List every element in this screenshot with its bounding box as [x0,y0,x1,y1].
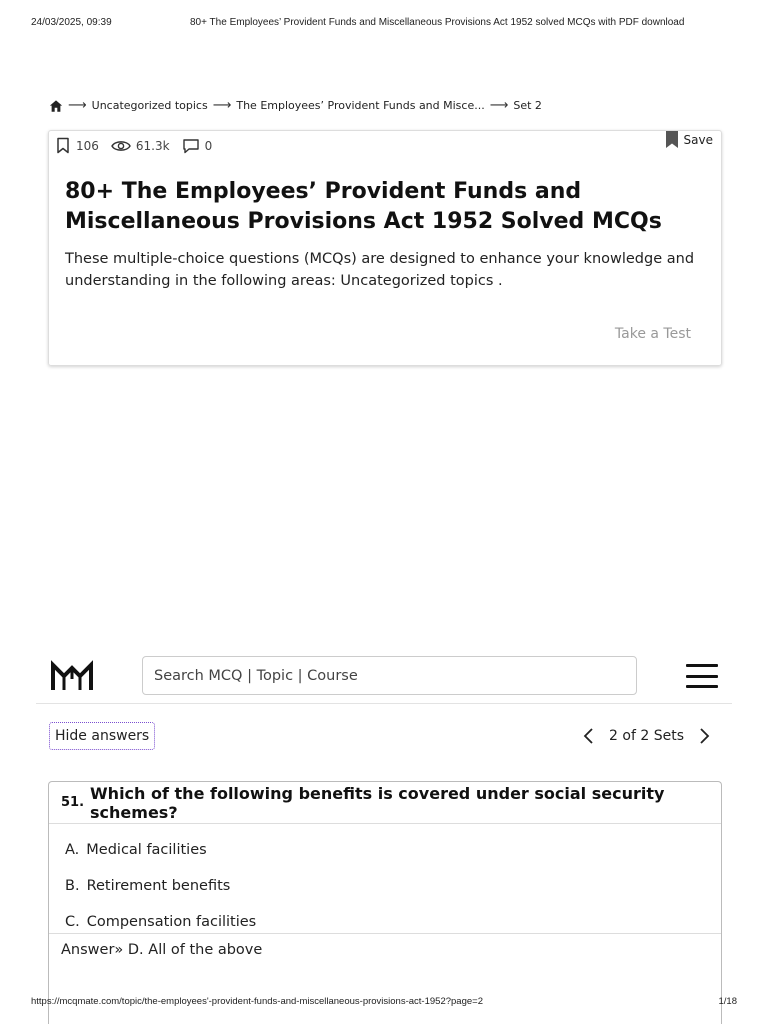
mcqmate-logo[interactable] [50,659,94,693]
breadcrumb-separator: ⟶ [489,98,509,113]
print-doc-title: 80+ The Employees’ Provident Funds and Miscellaneous Provisions Act 1952 solved MCQs with PDF download [190,17,685,28]
print-url: https://mcqmate.com/topic/the-employees'-provident-funds-and-miscellaneous-provisions-act-1952?page=2 [31,996,483,1007]
bookmark-icon [55,137,71,154]
comment-icon [182,138,200,154]
hamburger-menu-icon[interactable] [686,664,718,688]
save-label: Save [683,133,713,147]
topic-card [48,130,722,366]
menu-bar [686,685,718,688]
bookmark-count [55,137,99,154]
page-title: 80+ The Employees’ Provident Funds and Miscellaneous Provisions Act 1952 Solved MCQs [65,179,662,234]
breadcrumb-separator: ⟶ [68,98,87,113]
topic-stats [55,137,224,154]
question-card [48,781,722,1024]
chevron-right-icon[interactable] [694,725,716,747]
breadcrumb-item-topic[interactable]: The Employees’ Provident Funds and Misce... [236,99,485,112]
take-test-button[interactable]: Take a Test [614,326,691,342]
hide-answers-button[interactable]: Hide answers [49,722,155,750]
print-page-number: 1/18 [718,996,737,1007]
option-letter: C. [65,914,80,930]
option-text: Medical facilities [86,842,207,858]
print-datetime: 24/03/2025, 09:39 [31,17,112,28]
home-icon[interactable] [49,99,63,113]
view-count-value: 61.3k [135,138,170,153]
navbar [36,650,732,704]
chevron-left-icon[interactable] [577,725,599,747]
question-header [49,782,721,824]
question-number: 51. [61,795,85,810]
bookmark-filled-icon [665,131,679,149]
pager-count: 2 of 2 Sets [609,728,684,744]
menu-bar [686,675,718,678]
breadcrumb [49,98,542,113]
menu-bar [686,664,718,667]
option-letter: B. [65,878,80,894]
option-text: Retirement benefits [86,878,231,894]
options-list [49,824,721,934]
option-b[interactable] [49,868,721,904]
topic-description: These multiple-choice questions (MCQs) are designed to enhance your knowledge and understanding in the following areas: Uncategorized topics . [65,251,695,289]
eye-icon [111,139,131,153]
set-pager [577,725,716,747]
search-input[interactable] [142,656,637,695]
comment-count-value: 0 [204,138,213,153]
comment-count [182,138,213,154]
save-button[interactable] [665,131,713,149]
view-count [111,139,170,153]
option-letter: A. [65,842,80,858]
breadcrumb-item-category[interactable]: Uncategorized topics [91,99,208,112]
answer-text: Answer» D. All of the above [61,942,263,958]
print-header [0,17,768,31]
option-text: Compensation facilities [86,914,257,930]
option-a[interactable] [49,832,721,868]
breadcrumb-separator: ⟶ [212,98,232,113]
breadcrumb-item-set[interactable]: Set 2 [513,99,542,112]
question-text: Which of the following benefits is covered under social security schemes? [90,783,665,822]
bookmark-count-value: 106 [76,138,99,153]
